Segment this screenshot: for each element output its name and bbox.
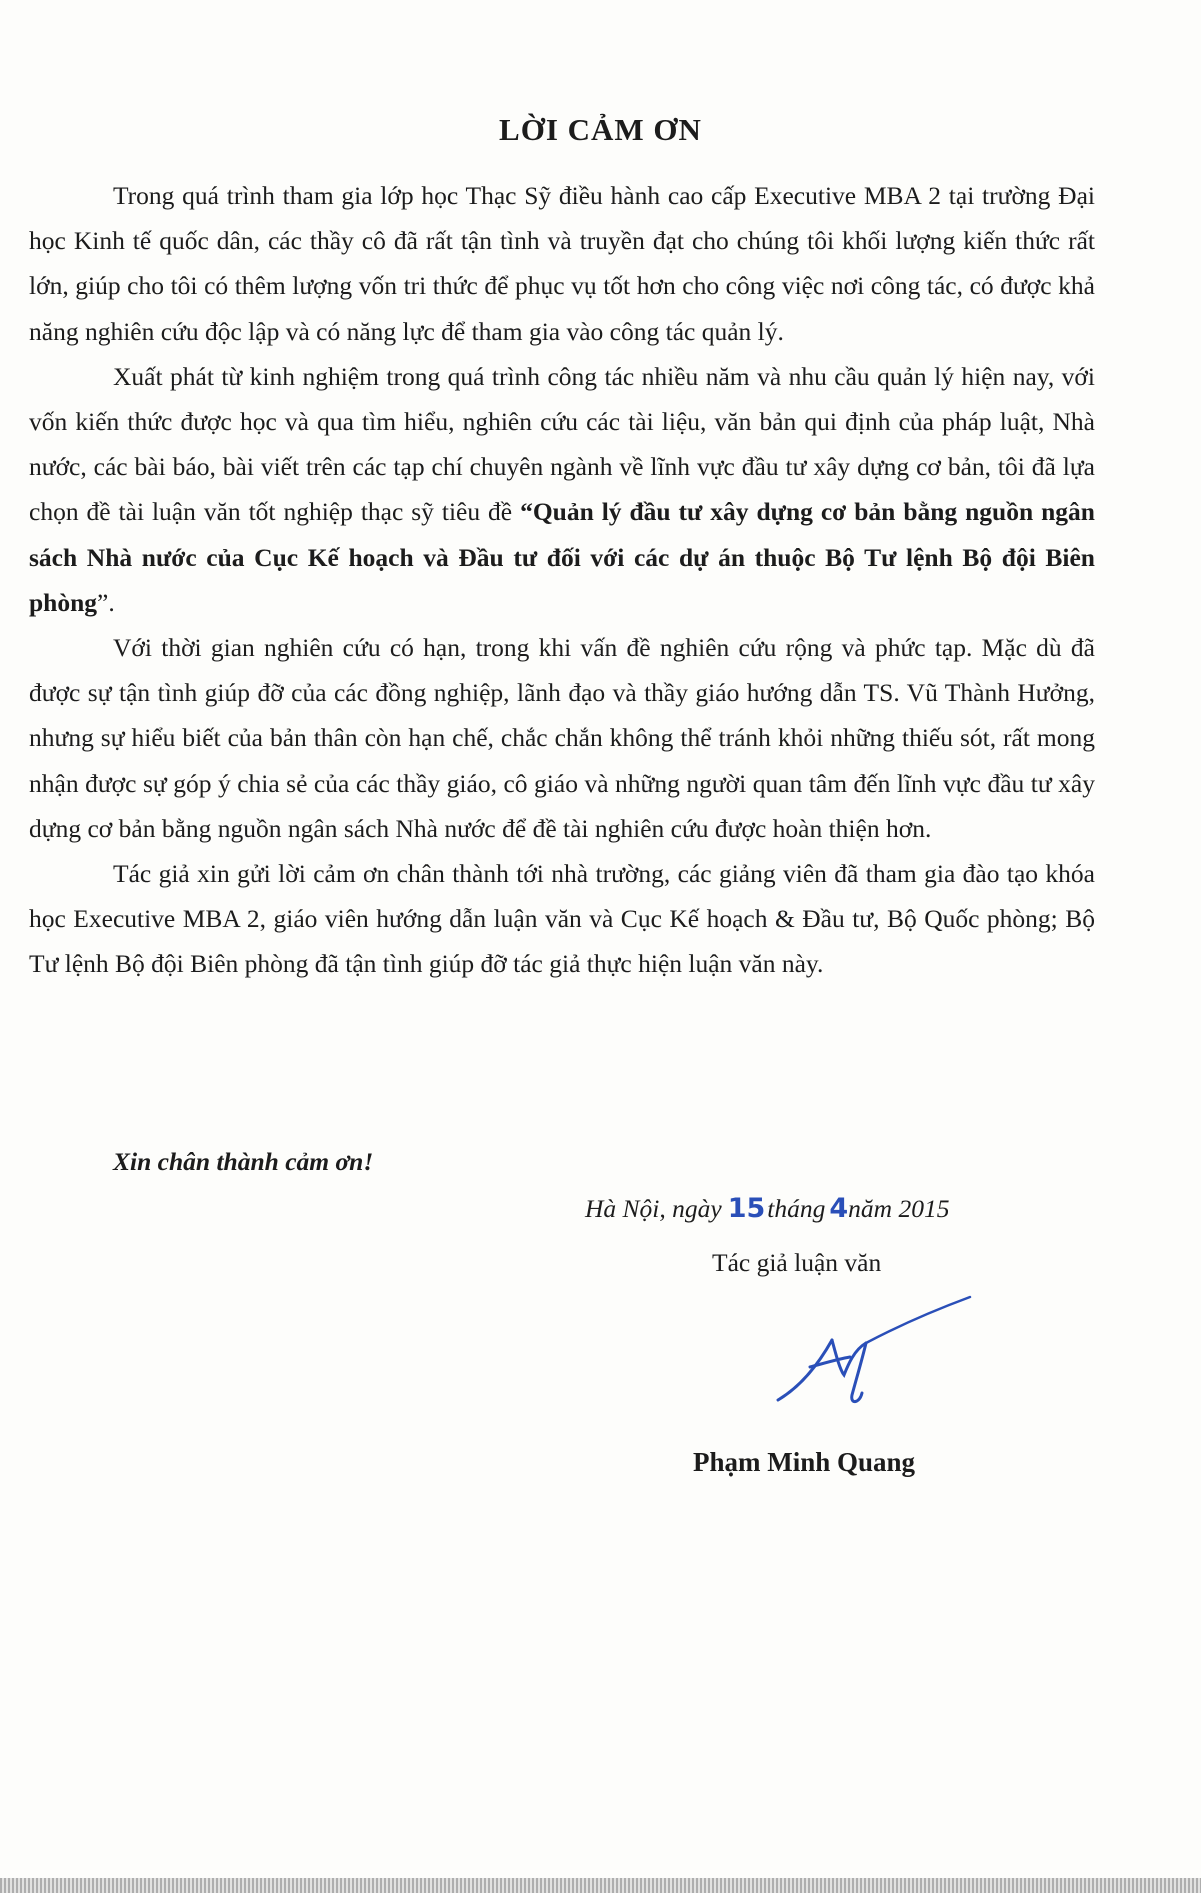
paragraph-2 [29,354,1095,625]
dateline [585,1193,1085,1224]
paragraph-3: Với thời gian nghiên cứu có hạn, trong khi vấn đề nghiên cứu rộng và phức tạp. Mặc dù đã được sự tận tình giúp đỡ của các đồng nghiệp, lãnh đạo và thầy giáo hướng dẫn TS. Vũ Thành Hưởng, nhưng sự hiểu biết của bản thân còn hạn chế, chắc chắn không thể tránh khỏi những thiếu sót, rất mong nhận được sự góp ý chia sẻ của các thầy giáo, cô giáo và những người quan tâm đến lĩnh vực đầu tư xây dựng cơ bản bằng nguồn ngân sách Nhà nước để đề tài nghiên cứu được hoàn thiện hơn. [29,633,1095,843]
page-title: LỜI CẢM ƠN [499,112,702,147]
dateline-month-word: tháng [767,1194,826,1223]
thesis-title: “Quản lý đầu tư xây dựng cơ bản bằng nguồn ngân sách Nhà nước của Cục Kế hoạch và Đầu tư đối với các dự án thuộc Bộ Tư lệnh Bộ đội Biên phòng [29,497,1095,617]
dateline-year: năm 2015 [848,1194,950,1223]
author-name: Phạm Minh Quang [693,1447,916,1477]
handwritten-month: 4 [829,1193,849,1224]
scan-edge [0,1878,1201,1893]
closing-line: Xin chân thành cảm ơn! [113,1147,374,1176]
paragraph-1: Trong quá trình tham gia lớp học Thạc Sỹ điều hành cao cấp Executive MBA 2 tại trường Đại học Kinh tế quốc dân, các thầy cô đã rất tận tình và truyền đạt cho chúng tôi khối lượng kiến thức rất lớn, giúp cho tôi có thêm lượng vốn tri thức để phục vụ tốt hơn cho công việc nơi công tác, có được khả năng nghiên cứu độc lập và có năng lực để tham gia vào công tác quản lý. [29,181,1095,346]
acknowledgement-body [29,173,1095,987]
dateline-prefix: Hà Nội, ngày [585,1194,722,1223]
paragraph-2-intro: Xuất phát từ kinh nghiệm trong quá trình công tác nhiều năm và nhu cầu quản lý hiện nay, với vốn kiến thức được học và qua tìm hiểu, nghiên cứu các tài liệu, văn bản qui định của pháp luật, Nhà nước, các bài báo, bài viết trên các tạp chí chuyên ngành về lĩnh vực đầu tư xây dựng cơ bản, tôi đã lựa chọn đề tài luận văn tốt nghiệp thạc sỹ tiêu đề [29,361,1095,527]
paragraph-2-end: ”. [97,587,115,617]
handwritten-day: 15 [727,1193,766,1224]
paragraph-4: Tác giả xin gửi lời cảm ơn chân thành tới nhà trường, các giảng viên đã tham gia đào tạo khóa học Executive MBA 2, giáo viên hướng dẫn luận văn và Cục Kế hoạch & Đầu tư, Bộ Quốc phòng; Bộ Tư lệnh Bộ đội Biên phòng đã tận tình giúp đỡ tác giả thực hiện luận văn này. [29,859,1095,979]
author-label: Tác giả luận văn [712,1248,882,1277]
signature-image [770,1295,980,1410]
